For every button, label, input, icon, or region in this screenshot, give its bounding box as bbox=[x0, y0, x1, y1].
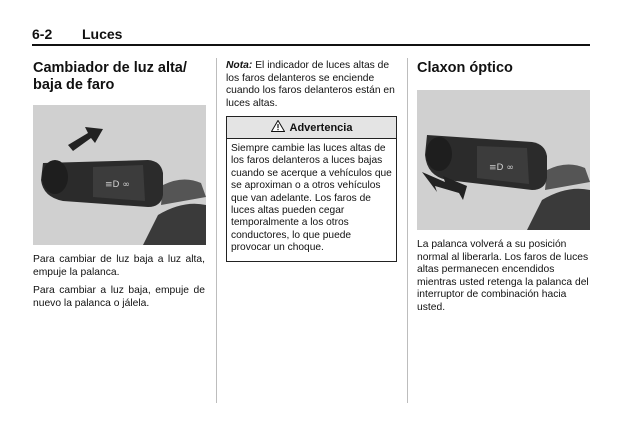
section-heading: Cambiador de luz alta/ baja de faro bbox=[33, 60, 187, 93]
svg-text:≡D ∞: ≡D ∞ bbox=[489, 163, 514, 173]
column-divider bbox=[216, 58, 217, 403]
middle-column bbox=[226, 60, 397, 116]
page-number: 6-2 bbox=[32, 26, 53, 42]
section-title: Luces bbox=[82, 26, 123, 42]
warning-box bbox=[226, 116, 397, 262]
note-text: El indicador de luces altas de los faros delanteros se enciende cuando los faros delanteros están en luces altas. bbox=[226, 60, 395, 109]
warning-triangle-icon bbox=[271, 120, 285, 135]
section-heading: Claxon óptico bbox=[417, 60, 513, 76]
warning-header bbox=[227, 117, 396, 139]
note-label: Nota: bbox=[226, 60, 253, 71]
lever-pull-photo bbox=[417, 90, 590, 230]
warning-text: Siempre cambie las luces altas de los faros delanteros a luces bajas cuando se acerque a vehículos que se aproximan o a otros vehículos que van adelante. Los faros de luces altas pueden cegar temporalmente a los otros conductores, lo que puede provocar un choque. bbox=[231, 143, 392, 254]
svg-text:≡D ∞: ≡D ∞ bbox=[105, 180, 130, 190]
left-text bbox=[33, 254, 205, 316]
column-divider bbox=[407, 58, 408, 403]
paragraph: Para cambiar de luz baja a luz alta, empuje la palanca. bbox=[33, 254, 205, 278]
left-column bbox=[33, 60, 205, 94]
warning-title: Advertencia bbox=[289, 121, 353, 134]
right-text bbox=[417, 239, 590, 321]
right-column bbox=[417, 60, 590, 77]
page-header bbox=[32, 26, 590, 46]
paragraph: Para cambiar a luz baja, empuje de nuevo la palanca o jálela. bbox=[33, 285, 205, 309]
paragraph: La palanca volverá a su posición normal al liberarla. Los faros de luces altas permanecen encendidos mientras usted retenga la palanca del interruptor de combinación hacia usted. bbox=[417, 239, 589, 313]
note bbox=[226, 60, 397, 110]
lever-push-photo bbox=[33, 105, 206, 245]
